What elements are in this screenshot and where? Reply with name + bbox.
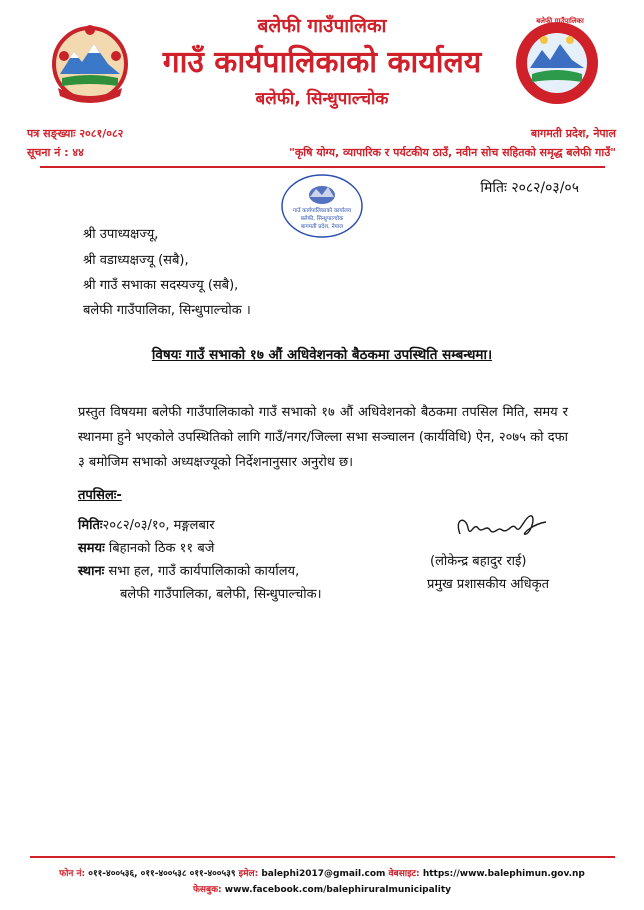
letter-number-value: २०८१/०८२ — [79, 127, 124, 140]
phone-value: ०११-४००५३६, ०११-४००५३८ ०११-४००५३९ — [88, 869, 236, 879]
footer-facebook — [0, 882, 644, 895]
notice-number-value: ४४ — [72, 146, 84, 159]
recipient-line: श्री गाउँ सभाका सदस्यज्यू (सबै), — [83, 278, 239, 293]
schedule-place-label: स्थानः — [78, 564, 105, 579]
schedule-place — [78, 561, 299, 579]
header-divider — [40, 166, 605, 168]
office-location: बलेफी, सिन्धुपाल्चोक — [255, 89, 389, 109]
website-link[interactable]: https://www.balephimun.gov.np — [422, 869, 585, 879]
footer-contact — [0, 866, 644, 879]
phone-label: फोन नं: — [59, 869, 86, 879]
schedule-place-cont: बलेफी गाउँपालिका, बलेफी, सिन्धुपाल्चोक। — [120, 587, 322, 602]
province: बागमती प्रदेश, नेपाल — [530, 127, 616, 140]
stamp-line: बलेफी, सिन्धुपाल्चोक — [300, 216, 344, 222]
recipient-line: बलेफी गाउँपालिका, सिन्धुपाल्चोक । — [83, 303, 251, 318]
notice-number-label: सूचना नं : — [27, 146, 69, 159]
signatory-name: (लोकेन्द्र बहादुर राई) — [430, 554, 527, 569]
recipient-line: श्री वडाध्यक्षज्यू (सबै), — [83, 253, 189, 268]
letter-number — [27, 126, 123, 141]
letter-date — [480, 178, 579, 197]
schedule-title: तपसिलः- — [78, 488, 122, 503]
schedule-date-value: २०८२/०३/१०, मङ्गलबार — [102, 518, 215, 533]
date-label: मितिः — [480, 180, 507, 196]
website-label: वेबसाइट: — [388, 869, 420, 879]
schedule-date-label: मितिः — [78, 518, 103, 533]
recipient-line: श्री उपाध्यक्षज्यू, — [83, 227, 159, 242]
email-value[interactable]: balephi2017@gmail.com — [261, 869, 386, 879]
schedule-time-label: समयः — [78, 541, 105, 556]
schedule-time-value: बिहानको ठिक ११ बजे — [108, 541, 215, 556]
schedule-place-value: सभा हल, गाउँ कार्यपालिकाको कार्यालय, — [108, 564, 300, 579]
body-paragraph: प्रस्तुत विषयमा बलेफी गाउँपालिकाको गाउँ सभाको १७ औं अधिवेशनको बैठकमा तपसिल मिति, समय र स्थानमा हुने भएकोले उपस्थितिको लागि गाउँ/नगर/जिल्ला सभा सञ्चालन (कार्यविधि) ऐन, २०७५ को दफा ३ बमोजिम सभाको अध्यक्षज्यूको निर्देशनानुसार अनुरोध छ। — [78, 405, 568, 470]
schedule-time — [78, 538, 214, 556]
stamp-text — [282, 207, 362, 231]
stamp-line: बागमती प्रदेश, नेपाल — [301, 224, 343, 230]
facebook-link[interactable]: www.facebook.com/balephiruralmunicipality — [224, 885, 452, 895]
right-logo-caption: बलेफी गाउँपालिका — [536, 17, 584, 25]
facebook-label: फेसबुक: — [192, 885, 222, 895]
office-name: गाउँ कार्यपालिकाको कार्यालय — [162, 45, 482, 80]
date-value: २०८२/०३/०५ — [511, 180, 579, 196]
schedule-date — [78, 515, 215, 533]
slogan: "कृषि योग्य, व्यापारिक र पर्यटकीय ठाउँ, नवीन सोच सहितको समृद्ध बलेफी गाउँ" — [289, 146, 616, 159]
signatory-title: प्रमुख प्रशासकीय अधिकृत — [427, 577, 550, 592]
handwritten-signature — [452, 498, 552, 548]
subject-line: विषयः गाउँ सभाको १७ औं अधिवेशनको बैठकमा उपस्थिति सम्बन्धमा। — [151, 347, 493, 363]
notice-number — [27, 145, 84, 160]
municipality-name: बलेफी गाउँपालिका — [257, 15, 387, 37]
email-label: इमेल: — [238, 869, 259, 879]
footer-divider — [30, 856, 615, 858]
letter-number-label: पत्र सङ्ख्याः — [27, 127, 76, 140]
stamp-line: गाउँ कार्यपालिकाको कार्यालय — [292, 208, 352, 214]
